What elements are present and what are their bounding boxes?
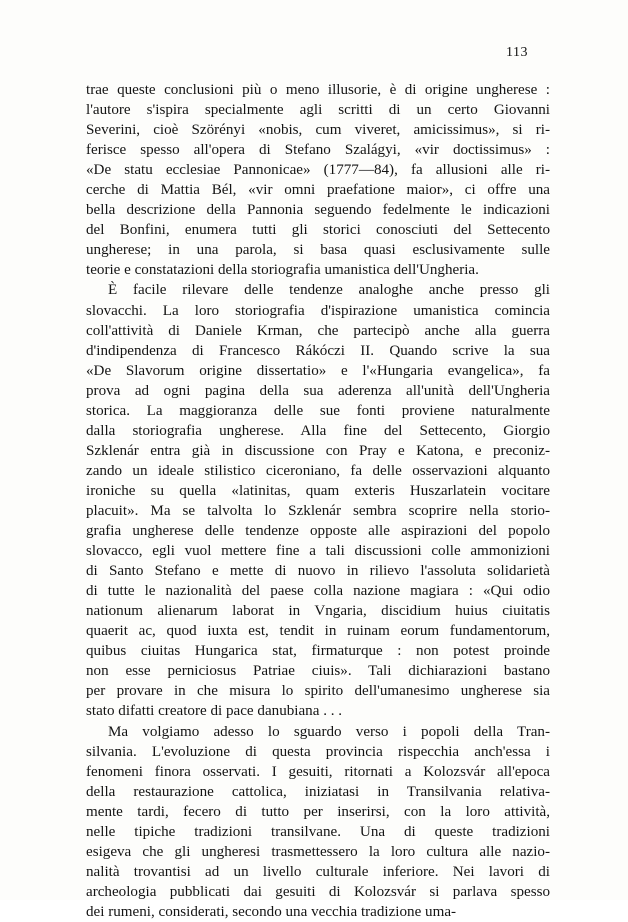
text-line: per provare in che misura lo spirito dell'umanesimo ungherese sia	[86, 683, 550, 700]
text-line: stato difatti creatore di pace danubiana . . .	[86, 703, 343, 720]
text-line: nelle tipiche tradizioni transilvane. Una di queste tradizioni	[86, 823, 550, 840]
text-line: prova ad ogni pagina della sua aderenza all'unità dell'Ungheria	[86, 382, 550, 399]
text-line: Ma volgiamo adesso lo sguardo verso i popoli della Tran-	[108, 723, 550, 740]
text-line: coll'attività di Daniele Krman, che partecipò anche alla guerra	[86, 322, 550, 339]
text-line: di Santo Stefano e mette di nuovo in rilievo l'assoluta solidarietà	[86, 563, 550, 580]
text-line: nalità trovantisi ad un livello culturale inferiore. Nei lavori di	[86, 863, 550, 880]
text-line: dei rumeni, considerati, secondo una vecchia tradizione uma-	[86, 903, 457, 920]
text-line: ferisce spesso all'opera di Stefano Szalágyi, «vir doctissimus» :	[86, 142, 550, 159]
body-text	[86, 80, 550, 922]
text-line: ungherese; in una parola, si basa quasi esclusivamente sulle	[86, 242, 550, 259]
text-line: del Bonfini, enumera tutti gli storici conosciuti del Settecento	[86, 222, 550, 239]
text-line: fenomeni finora osservati. I gesuiti, ritornati a Kolozsvár all'epoca	[86, 763, 550, 780]
text-line: d'indipendenza di Francesco Rákóczi II. Quando scrive la sua	[86, 342, 550, 359]
text-line: quaerit ac, quod iuxta est, tendit in ruinam eorum fundamentorum,	[86, 623, 550, 640]
text-line: cerche di Mattia Bél, «vir omni praefatione maior», ci offre una	[86, 182, 550, 199]
text-line: slovacco, egli vuol mettere fine a tali discussioni colle ammonizioni	[86, 543, 550, 560]
text-line: slovacchi. La loro storiografia d'ispirazione umanistica comincia	[86, 302, 550, 319]
text-line: di tutte le nazionalità del paese colla nazione magiara : «Qui odio	[86, 583, 550, 600]
paragraph	[86, 722, 550, 922]
text-line: l'autore s'ispira specialmente agli scritti di un certo Giovanni	[86, 102, 550, 119]
paragraph	[86, 80, 550, 280]
text-line: della restaurazione cattolica, iniziatasi in Transilvania relativa-	[86, 783, 550, 800]
text-line: silvania. L'evoluzione di questa provincia rispecchia anch'essa i	[86, 743, 550, 760]
text-line: zando un ideale stilistico ciceroniano, fa delle osservazioni alquanto	[86, 462, 550, 479]
text-line: Severini, cioè Szörényi «nobis, cum viveret, amicissimus», si ri-	[86, 122, 550, 139]
paragraph	[86, 280, 550, 721]
text-line: ironiche su quella «latinitas, quam exteris Huszarlatein vocitare	[86, 482, 550, 499]
text-line: «De Slavorum origine dissertatio» e l'«Hungaria evangelica», fa	[86, 362, 550, 379]
text-line: quibus ciuitas Hungarica stat, firmaturque : non potest proinde	[86, 643, 550, 660]
page-number: 113	[506, 45, 528, 60]
text-line: non esse perniciosus Patriae ciuis». Tali dichiarazioni bastano	[86, 663, 550, 680]
text-line: nationum alienarum laborat in Vngaria, discidium huius ciuitatis	[86, 603, 550, 620]
text-line: È facile rilevare delle tendenze analoghe anche presso gli	[108, 282, 550, 299]
text-line: trae queste conclusioni più o meno illusorie, è di origine ungherese :	[86, 82, 550, 98]
text-line: esigeva che gli ungheresi trasmettessero la loro cultura alle nazio-	[86, 843, 550, 860]
text-line: Szklenár entra già in discussione con Pray e Katona, e preconiz-	[86, 442, 550, 459]
text-line: bella descrizione della Pannonia seguendo fedelmente le indicazioni	[86, 202, 550, 219]
text-line: archeologia pubblicati dai gesuiti di Kolozsvár si parlava spesso	[86, 883, 550, 900]
text-line: «De statu ecclesiae Pannonicae» (1777—84), fa allusioni alle ri-	[86, 162, 550, 179]
text-line: mente tardi, fecero di tutto per inserirsi, con la loro attività,	[86, 803, 550, 820]
text-line: grafia ungherese delle tendenze opposte alle aspirazioni del popolo	[86, 523, 550, 540]
text-line: placuit». Ma se talvolta lo Szklenár sembra scoprire nella storio-	[86, 502, 550, 519]
text-line: dalla storiografia ungherese. Alla fine del Settecento, Giorgio	[86, 422, 550, 439]
text-line: teorie e constatazioni della storiografia umanistica dell'Ungheria.	[86, 262, 479, 279]
text-line: storica. La maggioranza delle sue fonti proviene naturalmente	[86, 402, 550, 419]
